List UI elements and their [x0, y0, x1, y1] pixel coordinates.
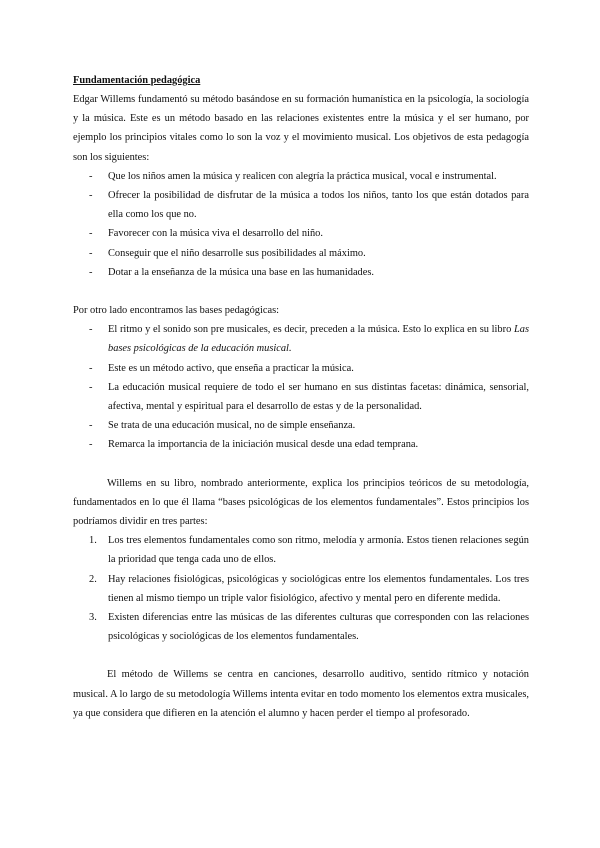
bullet-marker: - — [89, 247, 93, 259]
bullet-marker: - — [89, 228, 93, 240]
bullet-marker: - — [89, 170, 93, 182]
bases-list — [73, 320, 529, 454]
bullet-marker: - — [89, 266, 93, 278]
list-number: 2. — [89, 573, 97, 585]
principles-list — [73, 531, 529, 646]
objectives-list — [73, 167, 529, 282]
list-item: - Ofrecer la posibilidad de disfrutar de la música a todos los niños, tanto los que están dotados para ella como los que no. — [73, 186, 529, 224]
list-item: - Favorecer con la música viva el desarrollo del niño. — [73, 224, 529, 243]
paragraph-spacer — [73, 282, 529, 301]
list-item: - Este es un método activo, que enseña a practicar la música. — [73, 359, 529, 378]
list-item: - La educación musical requiere de todo el ser humano en sus distintas facetas: dinámica, sensorial, afectiva, mental y espiritual para el desarrollo de estas y de la personalidad. — [73, 378, 529, 416]
bullet-marker: - — [89, 420, 93, 432]
list-number: 3. — [89, 612, 97, 624]
section-title: Fundamentación pedagógica — [73, 75, 201, 86]
list-item: 2. Hay relaciones fisiológicas, psicológicas y sociológicas entre los elementos fundamentales. Los tres tienen al mismo tiempo un triple valor fisiológico, afectivo y mental pero en diferente medida. — [73, 570, 529, 608]
paragraph-spacer — [73, 646, 529, 665]
list-item: - El ritmo y el sonido son pre musicales, es decir, preceden a la música. Esto lo explica en su libro Las bases psicológicas de la educación musical. — [73, 320, 529, 358]
list-item: - Que los niños amen la música y realicen con alegría la práctica musical, vocal e instrumental. — [73, 167, 529, 186]
list-item: - Conseguir que el niño desarrolle sus posibilidades al máximo. — [73, 244, 529, 263]
document-body — [73, 71, 529, 723]
intro-paragraph: Edgar Willems fundamentó su método basándose en su formación humanística en la psicología, la sociología y la música. Este es un método basado en las relaciones existentes entre la música y el ser humano, por ejemplo los principios vitales como lo son la voz y el movimiento musical. Los objetivos de esta pedagogía son los siguientes: — [73, 94, 529, 163]
paragraph-spacer — [73, 455, 529, 474]
book-title: Las bases psicológicas de la educación musical. — [108, 324, 529, 355]
list-number: 1. — [89, 535, 97, 547]
bases-intro: Por otro lado encontramos las bases pedagógicas: — [73, 305, 280, 317]
list-item: - Remarca la importancia de la iniciación musical desde una edad temprana. — [73, 435, 529, 454]
list-item: 1. Los tres elementos fundamentales como son ritmo, melodía y armonía. Estos tienen relaciones según la prioridad que tenga cada uno de ellos. — [73, 531, 529, 569]
bullet-marker: - — [89, 190, 93, 202]
list-item: - Dotar a la enseñanza de la música una base en las humanidades. — [73, 263, 529, 282]
bullet-marker: - — [89, 324, 93, 336]
bullet-marker: - — [89, 381, 93, 393]
bullet-marker: - — [89, 439, 93, 451]
bullet-marker: - — [89, 362, 93, 374]
closing-paragraph: El método de Willems se centra en canciones, desarrollo auditivo, sentido rítmico y notación musical. A lo largo de su metodología Willems intenta evitar en todo momento los elementos extra musicales, ya que considera que difieren en la atención el alumno y hacen perder el tiempo al profesorado. — [73, 669, 529, 719]
list-item: - Se trata de una educación musical, no de simple enseñanza. — [73, 416, 529, 435]
list-item: 3. Existen diferencias entre las músicas de las diferentes culturas que corresponden con las relaciones psicológicas y sociológicas de los elementos fundamentales. — [73, 608, 529, 646]
principles-intro: Willems en su libro, nombrado anteriormente, explica los principios teóricos de su metodología, fundamentados en lo que él llama “bases psicológicas de los elementos fundamentales”. Estos principios los podríamos dividir en tres partes: — [73, 477, 529, 528]
